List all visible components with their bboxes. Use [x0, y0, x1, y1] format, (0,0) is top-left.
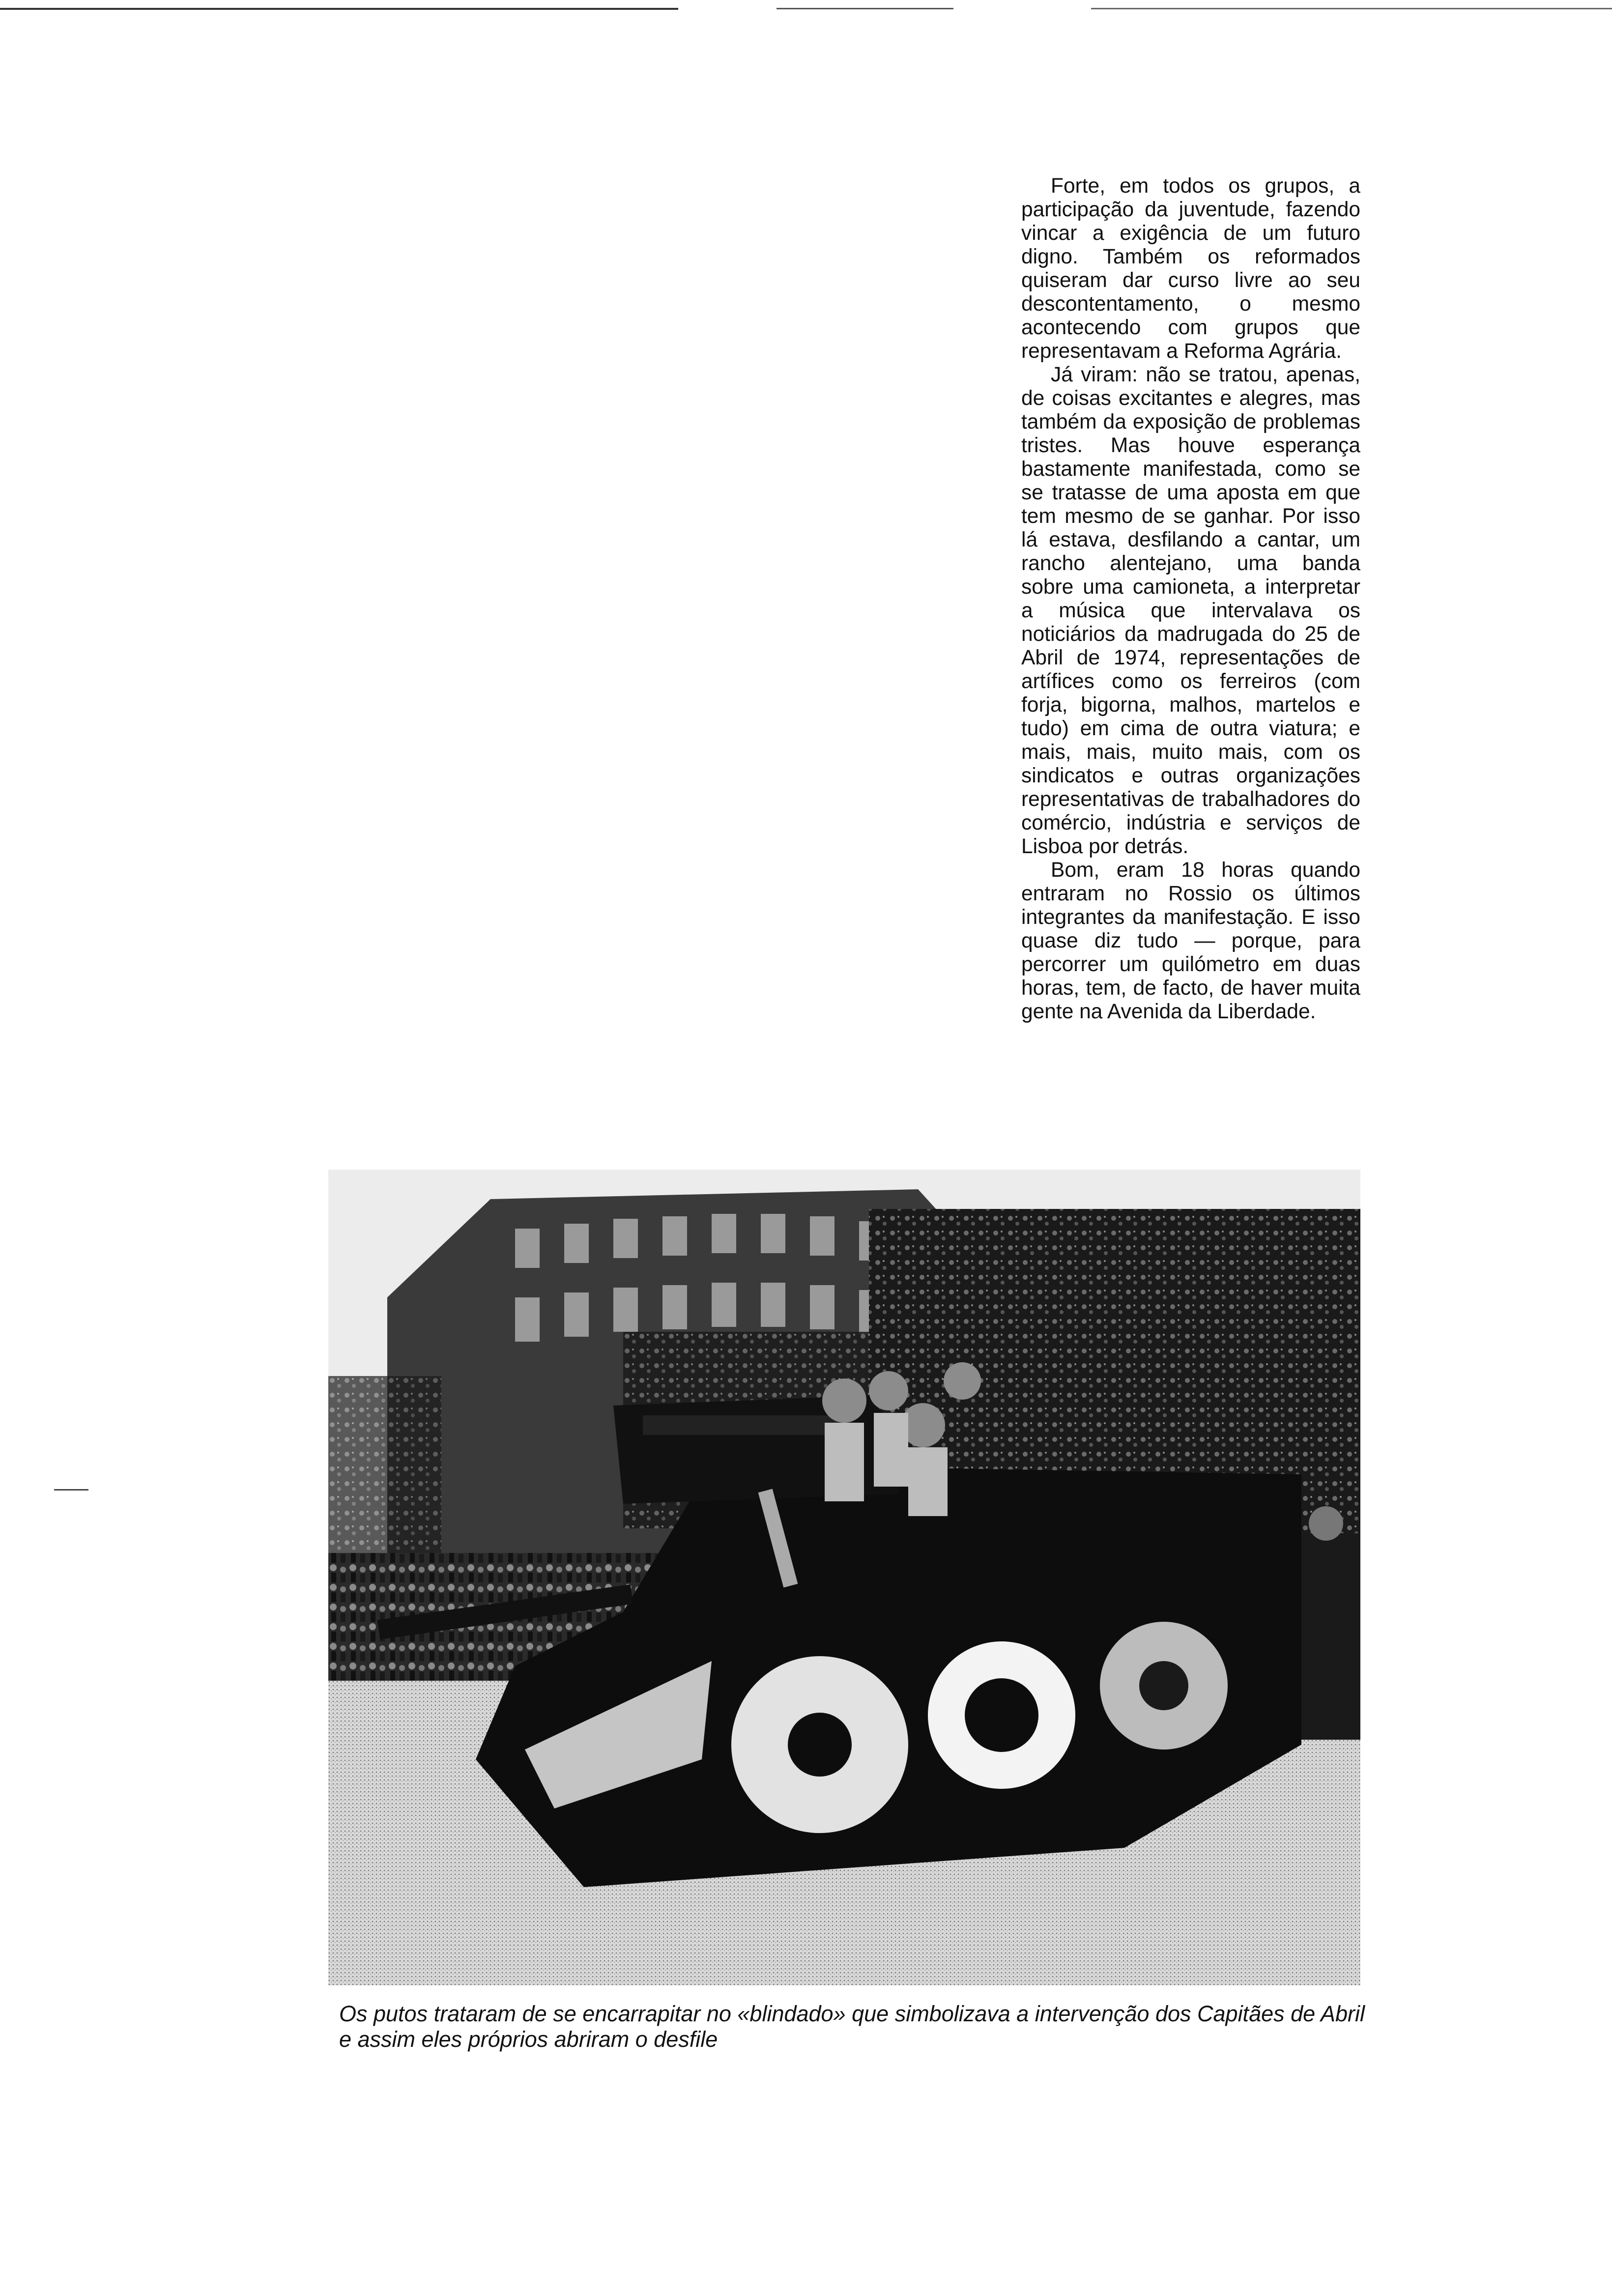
parade-photo	[328, 1170, 1360, 1985]
article-column	[1021, 174, 1360, 1024]
photo-caption: Os putos trataram de se encarrapitar no «blindado» que simbolizava a intervenção dos Capitães de Abril e assim eles próprios abriram o desfile	[339, 2001, 1365, 2052]
scan-side-mark	[54, 1489, 88, 1491]
scan-edge-line	[777, 8, 953, 9]
parade-photo-illustration	[328, 1170, 1360, 1985]
scan-edge-line	[0, 8, 678, 10]
article-paragraph: Já viram: não se tratou, apenas, de coisas excitantes e alegres, mas também da exposição de problemas tristes. Mas houve esperança bastamente manifestada, como se se tratasse de uma aposta em que tem mesmo de se ganhar. Por isso lá estava, desfilando a cantar, um rancho alentejano, uma banda sobre uma camioneta, a interpretar a música que intervalava os noticiários da madrugada do 25 de Abril de 1974, representações de artífices como os ferreiros (com forja, bigorna, malhos, martelos e tudo) em cima de outra viatura; e mais, mais, muito mais, com os sindicatos e outras organizações representativas de trabalhadores do comércio, indústria e serviços de Lisboa por detrás.	[1021, 363, 1360, 858]
article-paragraph: Bom, eram 18 horas quando entraram no Rossio os últimos integrantes da manifestação. E isso quase diz tudo — porque, para percorrer um quilómetro em duas horas, tem, de facto, de haver muita gente na Avenida da Liberdade.	[1021, 859, 1360, 1023]
scan-edge-line	[1091, 8, 1612, 9]
article-paragraph: Forte, em todos os grupos, a participação da juventude, fazendo vincar a exigência de um futuro digno. Também os reformados quiseram dar curso livre ao seu descontentamento, o mesmo acontecendo com grupos que representavam a Reforma Agrária.	[1021, 174, 1360, 363]
